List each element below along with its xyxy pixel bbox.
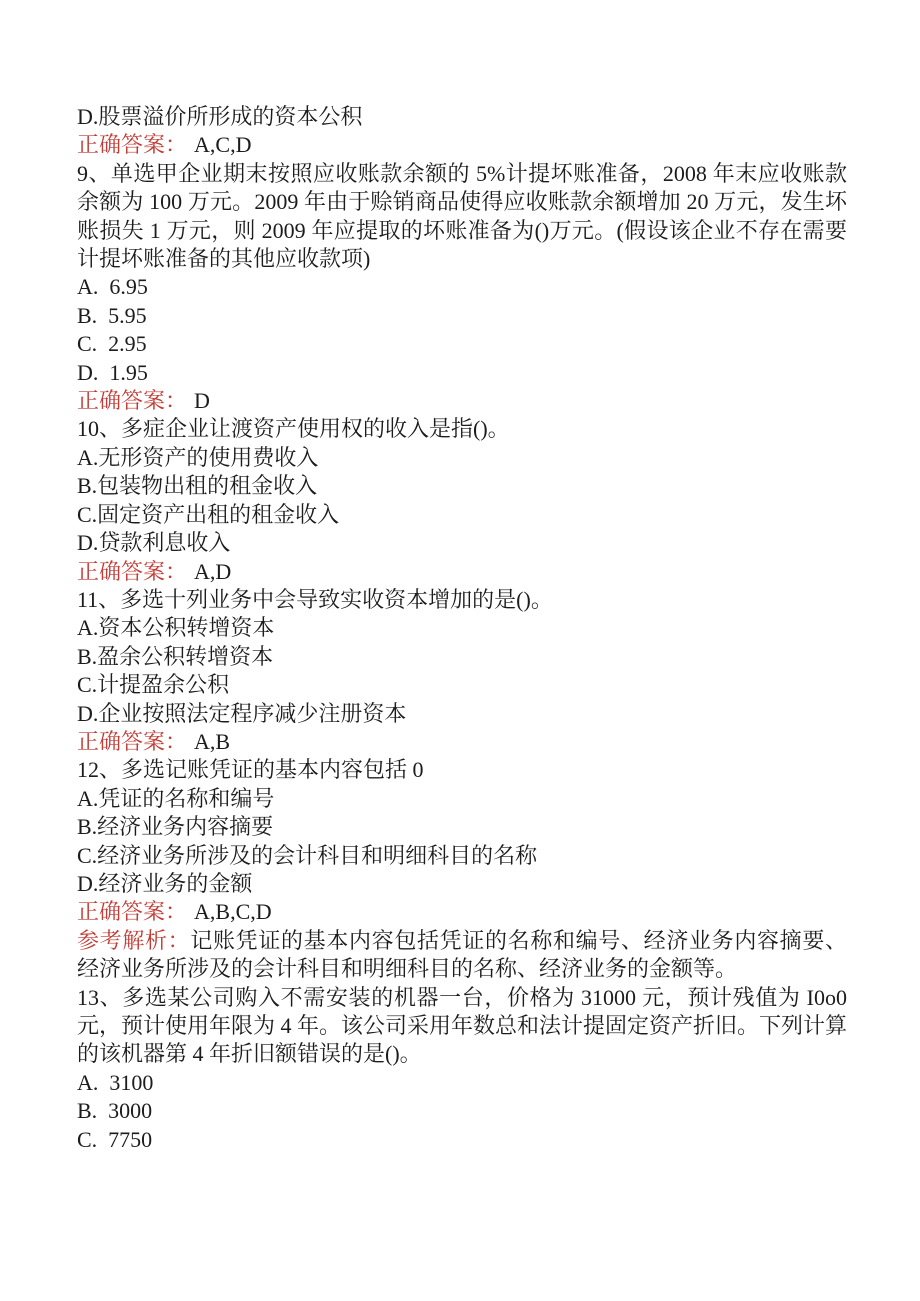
analysis-line bbox=[77, 927, 847, 984]
option-line: C. 2.95 bbox=[77, 331, 147, 357]
option-line: A.资本公积转增资本 bbox=[77, 615, 275, 641]
question-text: 13、多选某公司购入不需安装的机器一台，价格为 31000 元，预计残值为 I0o0 元，预计使用年限为 4 年。该公司采用年数总和法计提固定资产折旧。下列计算的该机器第 4 年折旧额错误的是()。 bbox=[77, 984, 848, 1067]
answer-value: A,C,D bbox=[194, 132, 252, 158]
question-text: 10、多症企业让渡资产使用权的收入是指()。 bbox=[77, 416, 510, 442]
answer-line bbox=[77, 728, 847, 756]
answer-value: A,B bbox=[194, 728, 231, 754]
option-line: C. 7750 bbox=[77, 1126, 153, 1152]
option-line: D.股票溢价所形成的资本公积 bbox=[77, 104, 363, 129]
correct-answer-label: 正确答案： bbox=[77, 388, 188, 414]
answer-value: A,D bbox=[194, 558, 232, 584]
option-line: B.包装物出租的租金收入 bbox=[77, 473, 318, 499]
question-text: 12、多选记账凭证的基本内容包括 0 bbox=[77, 757, 424, 783]
option-line: C.计提盈余公积 bbox=[77, 672, 230, 698]
correct-answer-label: 正确答案： bbox=[77, 558, 188, 584]
option-line: D.经济业务的金额 bbox=[77, 870, 253, 896]
option-line: A.凭证的名称和编号 bbox=[77, 785, 275, 811]
document-content bbox=[77, 103, 847, 1154]
correct-answer-label: 正确答案： bbox=[77, 132, 188, 158]
option-line: C.固定资产出租的租金收入 bbox=[77, 501, 340, 527]
option-line: D.企业按照法定程序减少注册资本 bbox=[77, 700, 407, 726]
answer-value: A,B,C,D bbox=[194, 899, 272, 925]
answer-value: D bbox=[194, 388, 210, 414]
reference-analysis-label: 参考解析： bbox=[77, 927, 191, 953]
option-line: B. 5.95 bbox=[77, 302, 147, 328]
option-line: D. 1.95 bbox=[77, 359, 148, 385]
option-line: D.贷款利息收入 bbox=[77, 530, 231, 556]
analysis-text: 记账凭证的基本内容包括凭证的名称和编号、经济业务内容摘要、经济业务所涉及的会计科目和明细科目的名称、经济业务的金额等。 bbox=[77, 927, 847, 982]
question-text: 11、多选十列业务中会导致实收资本增加的是()。 bbox=[77, 586, 553, 612]
answer-line bbox=[77, 898, 847, 926]
option-line: B.盈余公积转增资本 bbox=[77, 643, 274, 669]
option-line: A.无形资产的使用费收入 bbox=[77, 444, 319, 470]
option-line: A. 3100 bbox=[77, 1069, 154, 1095]
question-text: 9、单选甲企业期末按照应收账款余额的 5%计提坏账准备，2008 年末应收账款余额为 100 万元。2009 年由于赊销商品使得应收账款余额增加 20 万元，发生坏账损失 1 万元，则 2009 年应提取的坏账准备为()万元。(假设该企业不存在需要计提坏账准备的其他应收款项) bbox=[77, 160, 847, 272]
answer-line bbox=[77, 131, 847, 159]
option-line: B.经济业务内容摘要 bbox=[77, 814, 274, 840]
option-line: C.经济业务所涉及的会计科目和明细科目的名称 bbox=[77, 842, 538, 868]
answer-line bbox=[77, 387, 847, 415]
correct-answer-label: 正确答案： bbox=[77, 899, 188, 925]
option-line: A. 6.95 bbox=[77, 274, 148, 300]
option-line: B. 3000 bbox=[77, 1098, 153, 1124]
answer-line bbox=[77, 558, 847, 586]
correct-answer-label: 正确答案： bbox=[77, 728, 188, 754]
